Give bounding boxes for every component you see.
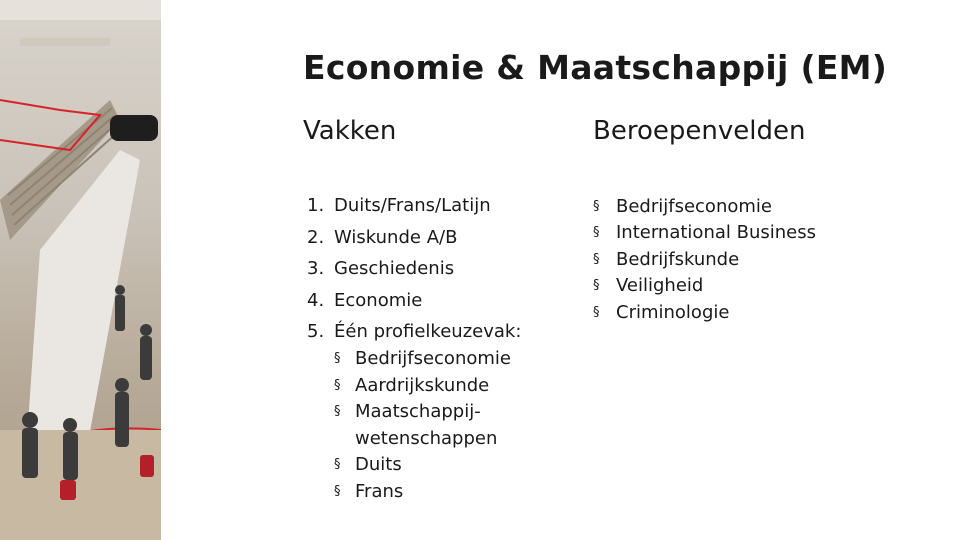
list-number: 2.	[307, 226, 325, 248]
list-item	[593, 220, 816, 246]
sub-list-item	[334, 452, 521, 479]
bullet-icon: §	[334, 404, 341, 420]
list-item	[593, 273, 816, 299]
list-number: 4.	[307, 289, 325, 311]
list-item-label: Wiskunde A/B	[334, 226, 458, 248]
sub-list-item	[334, 373, 521, 400]
list-item	[307, 289, 521, 321]
list-item-label: Criminologie	[616, 301, 730, 323]
beroepenvelden-heading: Beroepenvelden	[593, 116, 806, 146]
vakken-list	[307, 194, 521, 506]
list-item-label: Bedrijfskunde	[616, 248, 740, 270]
bullet-icon: §	[593, 251, 600, 267]
list-item-label: Veiligheid	[616, 275, 704, 297]
sub-item-label: Frans	[355, 480, 404, 502]
list-item-label: Geschiedenis	[334, 258, 455, 279]
profielkeuzevak-list	[334, 346, 521, 506]
list-number: 5.	[307, 321, 325, 342]
list-item	[307, 320, 521, 506]
sub-item-label: Maatschappij-	[355, 401, 481, 423]
list-item-label: Één profielkeuzevak:	[334, 321, 522, 342]
sub-list-item	[334, 346, 521, 373]
list-item-label: Bedrijfseconomie	[616, 196, 772, 217]
bullet-icon: §	[593, 304, 600, 320]
beroepenvelden-list	[593, 194, 816, 326]
list-item-label: Economie	[334, 289, 423, 311]
list-item	[593, 300, 816, 326]
slide-title: Economie & Maatschappij (EM)	[303, 48, 888, 87]
list-item	[307, 226, 521, 258]
sub-list-item	[334, 479, 521, 506]
vakken-heading: Vakken	[303, 116, 397, 146]
list-item	[307, 257, 521, 289]
bullet-icon: §	[593, 199, 600, 214]
list-number: 3.	[307, 258, 325, 279]
photo-illustration	[0, 0, 161, 540]
list-item	[593, 194, 816, 220]
bullet-icon: §	[334, 457, 341, 473]
sub-list-item	[334, 399, 521, 452]
bullet-icon: §	[334, 483, 341, 499]
bullet-icon: §	[593, 225, 600, 241]
list-item	[307, 194, 521, 226]
sub-item-label: Bedrijfseconomie	[355, 348, 511, 369]
list-number: 1.	[307, 195, 325, 216]
list-item	[593, 247, 816, 273]
sub-item-label: Duits	[355, 454, 402, 476]
list-item-label: Duits/Frans/Latijn	[334, 195, 491, 216]
bullet-icon: §	[593, 278, 600, 294]
sub-item-label-continued: wetenschappen	[355, 427, 498, 449]
bullet-icon: §	[334, 351, 341, 366]
list-item-label: International Business	[616, 222, 816, 244]
sub-item-label: Aardrijkskunde	[355, 374, 490, 396]
school-atrium-photo	[0, 0, 161, 540]
bullet-icon: §	[334, 377, 341, 393]
